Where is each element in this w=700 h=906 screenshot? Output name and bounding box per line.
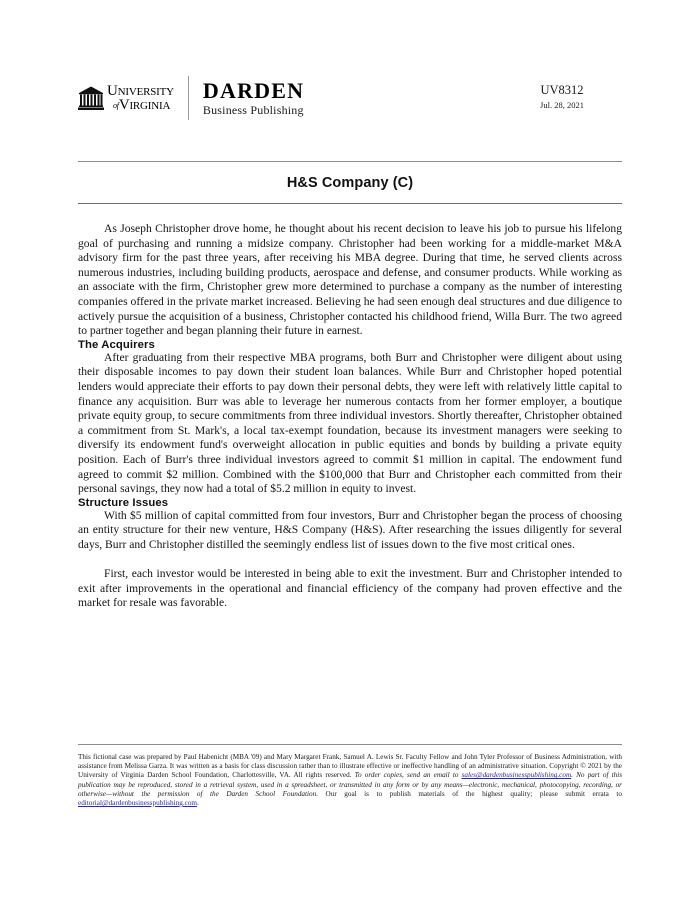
- university-wordmark-of: of: [113, 101, 119, 110]
- publisher-branding: [78, 74, 304, 122]
- darden-subtitle: Business Publishing: [202, 102, 304, 117]
- rotunda-icon: [78, 86, 104, 111]
- footer-rule: [78, 744, 622, 745]
- university-wordmark-line1: University: [107, 82, 174, 99]
- paragraph-structure-2: First, each investor would be interested in being able to exit the investment. Burr and Christopher intended to exit after improvements in the operational and financial efficiency of the company had proven effective and the market for resale was favorable.: [78, 567, 622, 610]
- document-body: [78, 222, 622, 611]
- section-heading-the-acquirers: The Acquirers: [78, 338, 155, 351]
- page-title: H&S Company (C): [286, 175, 414, 191]
- darden-title: DARDEN: [202, 78, 305, 104]
- university-wordmark-line2: [113, 98, 174, 112]
- brand-divider: [188, 76, 189, 120]
- document-header: [78, 74, 622, 126]
- footer-part-permissions: . No part of this publication may be reproduced, stored in a retrieval system, used in a spreadsheet, or transmitted in any form or by any means—electronic, mechanical, photocopying, recording, or otherwise—without the permission of the Darden School Foundation.: [78, 771, 622, 798]
- footer-credits: [78, 753, 622, 808]
- paragraph-intro: As Joseph Christopher drove home, he thought about his recent decision to leave his job to pursue his lifelong goal of purchasing and running a midsize company. Christopher had been working for a middle-market M&A advisory firm for the past three years, after receiving his MBA degree. During that time, he served clients across numerous industries, including building products, aerospace and defense, and consumer products. While working as an associate with the firm, Christopher grew more determined to purchase a company as the number of interesting companies offered in the private market increased. Believing he had seen enough deal structures and due diligence to actively pursue the acquisition of a business, Christopher contacted his childhood friend, Willa Burr. The two agreed to partner together and began planning their future in earnest.: [78, 222, 622, 338]
- darden-wordmark: [203, 79, 304, 117]
- footer-part-credits: This fictional case was prepared by Paul Habenicht (MBA '09) and Mary Margaret Frank, Samuel A. Lewis Sr. Faculty Fellow and John Tyler Professor of Business Administration, with assistance from Melissa Garza. It was written as a basis for class discussion rather than to illustrate effective or ineffective handling of an administrative situation. Copyright: [78, 753, 622, 771]
- document-footer: [78, 744, 622, 808]
- sales-email-link[interactable]: sales@dardenbusinesspublishing.com: [461, 771, 572, 780]
- document-number: UV8312: [540, 83, 584, 97]
- university-wordmark: [107, 84, 174, 113]
- title-rule-bottom: [78, 203, 622, 204]
- paragraph-structure-1: With $5 million of capital committed from four investors, Burr and Christopher began the process of choosing an entity structure for their new venture, H&S Company (H&S). After researching the issues diligently for several days, Burr and Christopher distilled the seemingly endless list of issues down to the five most critical ones.: [78, 508, 622, 551]
- footer-part-copyright: 2021 by the University of Virginia Darden School Foundation, Charlottesville, VA. All rights reserved.: [78, 762, 622, 780]
- university-wordmark-virginia: Virginia: [118, 97, 171, 113]
- paragraph-acquirers-1: After graduating from their respective MBA programs, both Burr and Christopher were diligent about using their disposable incomes to pay down their student loan balances. While Burr and Christopher hoped potential lenders would appreciate their efforts to pay down their personal debts, they were left with relatively little capital to finance any acquisition. Burr was able to leverage her numerous contacts from her former employer, a boutique private equity group, to secure commitments from three individual investors. Shortly thereafter, Christopher obtained a commitment from St. Mark's, a local tax-exempt foundation, because its investment managers were seeking to diversify its endowment fund's overweight allocation in public equities and bonds by building a private equity position. Each of Burr's three individual investors agreed to commit $1 million in capital. The endowment fund agreed to commit $2 million. Combined with the $100,000 that Burr and Christopher each committed from their personal savings, they now had a total of $5.2 million in equity to invest.: [78, 350, 622, 496]
- section-heading-structure-issues: Structure Issues: [78, 496, 169, 509]
- footer-part-errata: Our goal is to publish materials of the highest quality; please submit errata to: [325, 789, 622, 798]
- university-of-virginia-logo: [78, 82, 174, 114]
- footer-end-period: .: [197, 799, 199, 808]
- copyright-symbol: ©: [580, 762, 586, 771]
- title-block: [78, 161, 622, 204]
- editorial-email-link[interactable]: editorial@dardenbusinesspublishing.com: [78, 799, 198, 808]
- document-identifier: [502, 83, 622, 110]
- document-date: Jul. 28, 2021: [540, 99, 584, 110]
- footer-part-order-copies: To order copies, send an email to: [354, 771, 462, 780]
